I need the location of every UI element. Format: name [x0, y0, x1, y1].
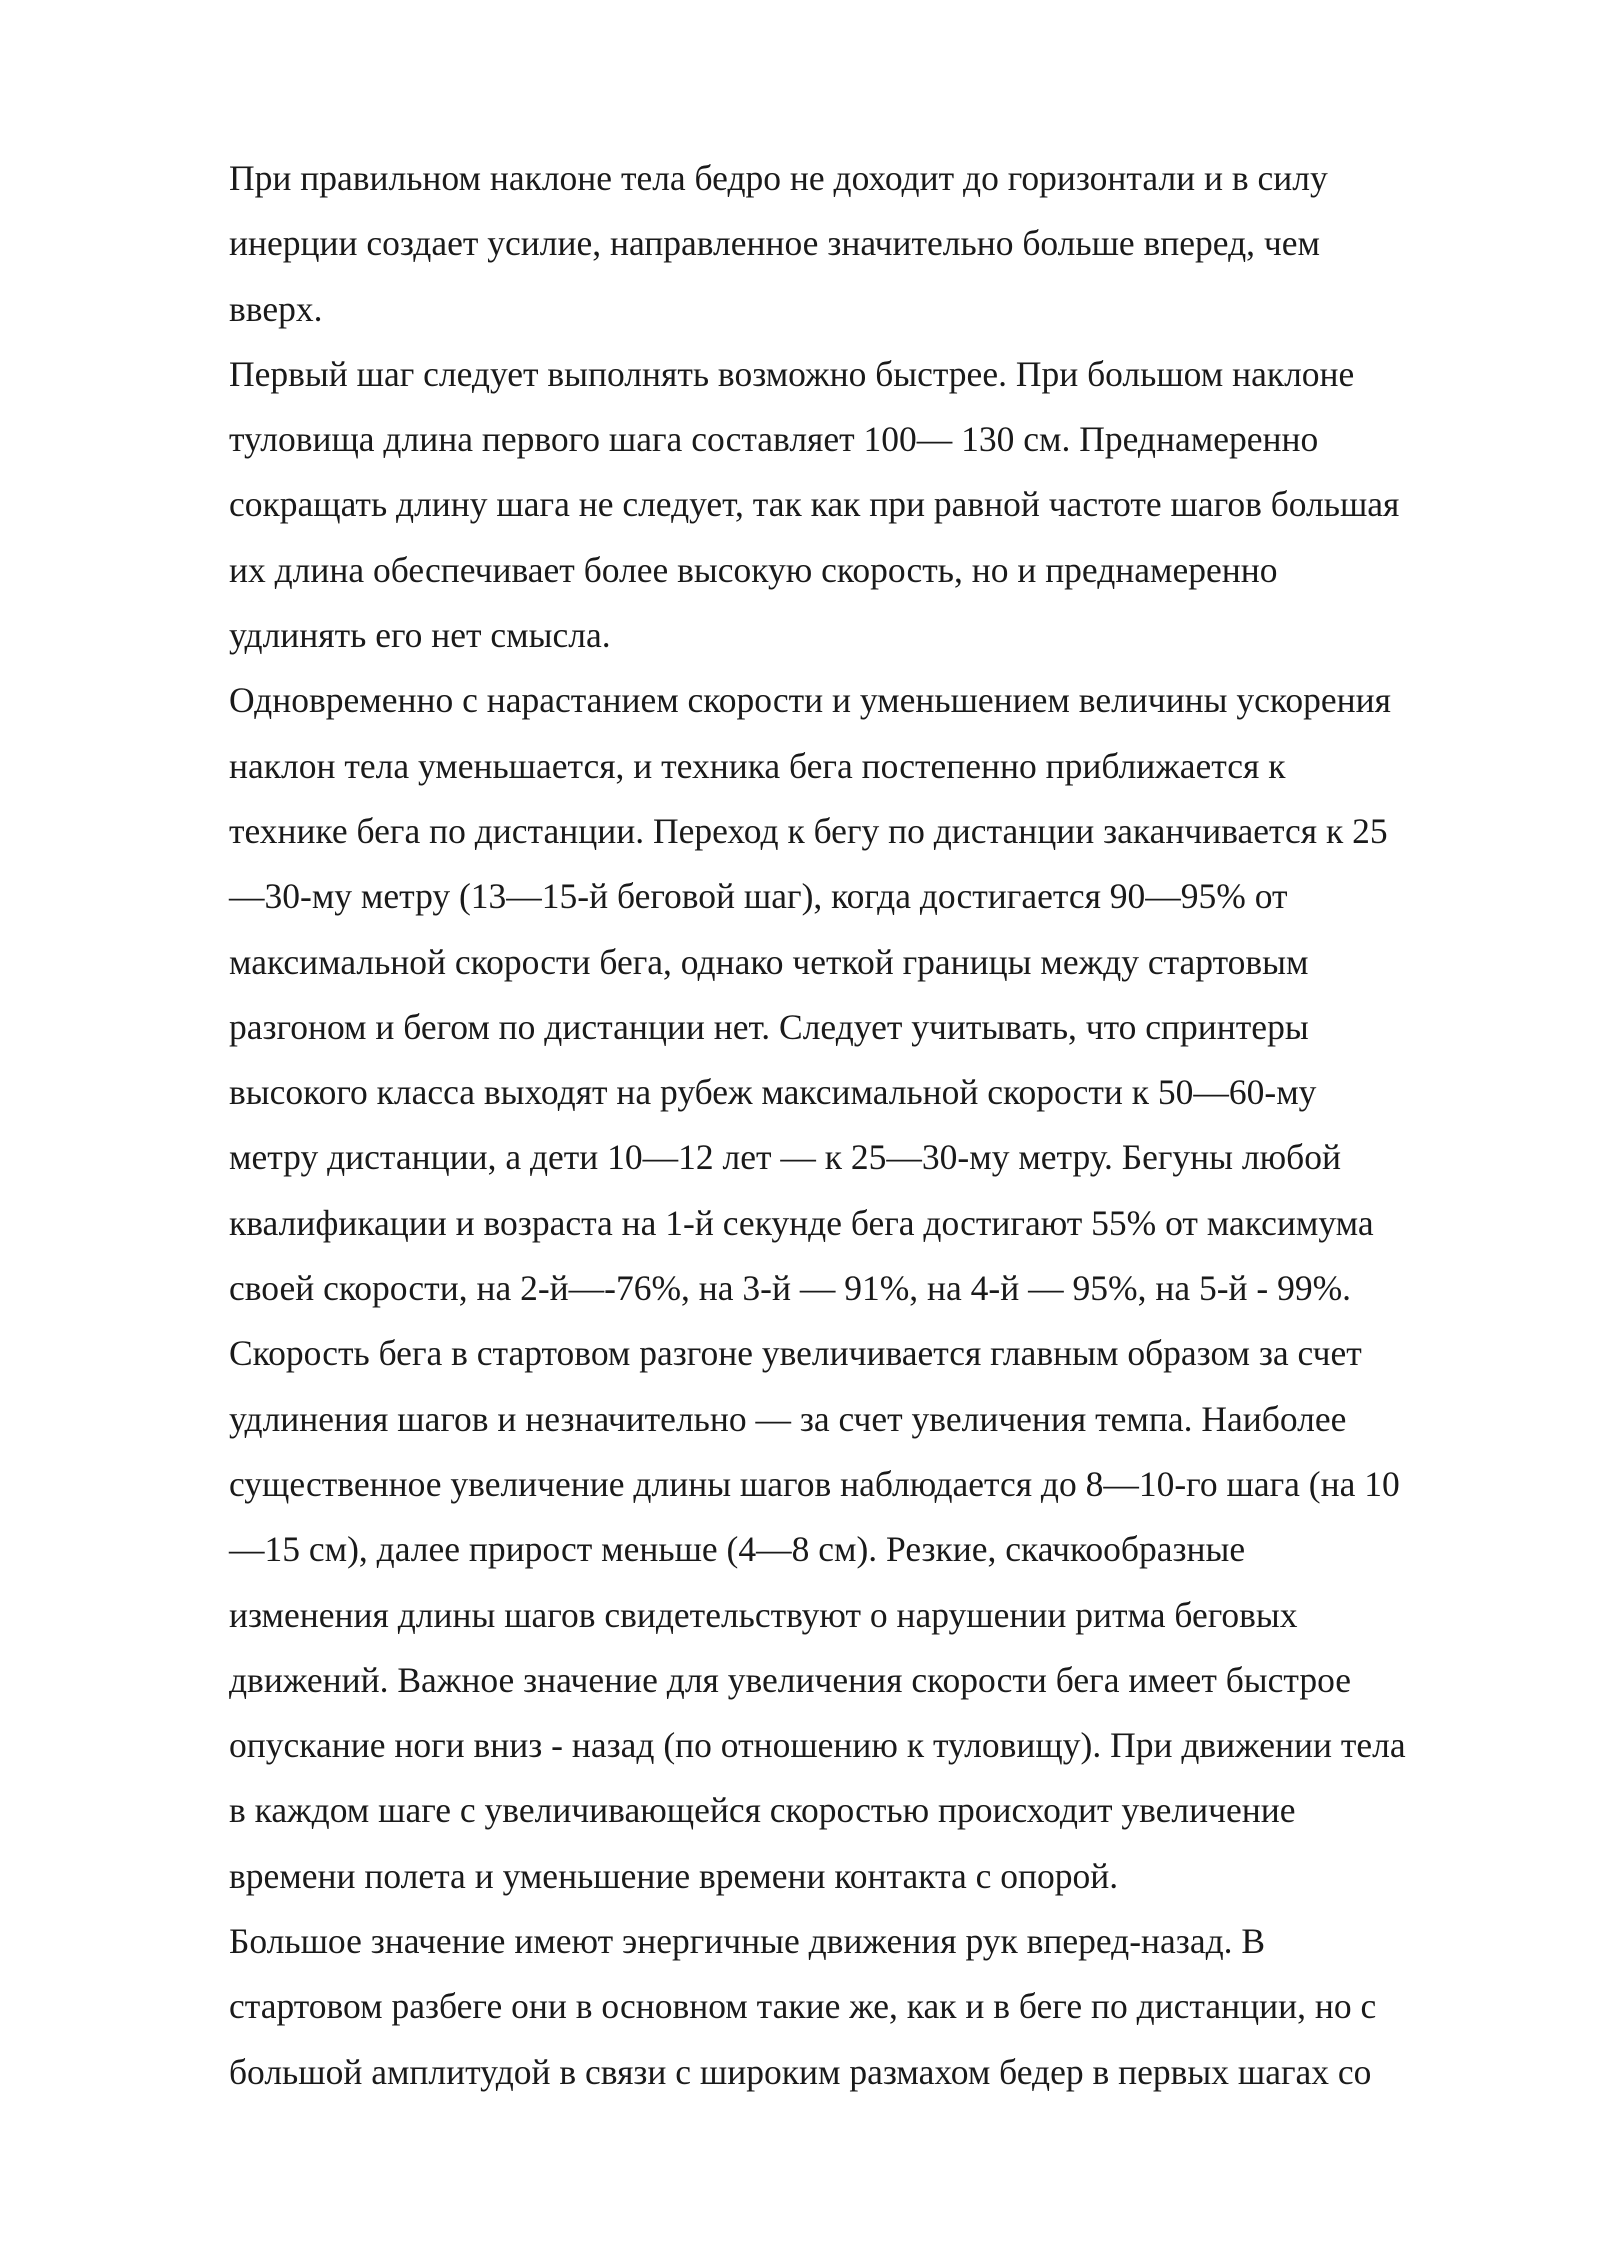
text-line: их длина обеспечивает более высокую скорость, но и преднамеренно	[229, 549, 1278, 590]
text-line: Большое значение имеют энергичные движения рук вперед-назад. В	[229, 1921, 1266, 1962]
text-line: сокращать длину шага не следует, так как при равной частоте шагов большая	[229, 484, 1400, 525]
text-line: вверх.	[229, 288, 323, 329]
paragraph-2	[229, 342, 1519, 668]
paragraph-4	[229, 1909, 1519, 2105]
text-line: разгоном и бегом по дистанции нет. Следует учитывать, что спринтеры	[229, 1006, 1309, 1047]
text-line: своей скорости, на 2-й—-76%, на 3-й — 91%, на 4-й — 95%, на 5-й - 99%.	[229, 1268, 1352, 1309]
text-line: Скорость бега в стартовом разгоне увеличивается главным образом за счет	[229, 1333, 1362, 1374]
text-line: квалификации и возраста на 1-й секунде бега достигают 55% от максимума	[229, 1202, 1374, 1243]
text-line: существенное увеличение длины шагов наблюдается до 8—10-го шага (на 10	[229, 1463, 1400, 1504]
text-line: времени полета и уменьшение времени контакта с опорой.	[229, 1855, 1119, 1896]
text-line: туловища длина первого шага составляет 100— 130 см. Преднамеренно	[229, 419, 1319, 460]
paragraph-1	[229, 146, 1519, 342]
text-line: При правильном наклоне тела бедро не доходит до горизонтали и в силу	[229, 158, 1328, 198]
text-line: стартовом разбеге они в основном такие же, как и в беге по дистанции, но с	[229, 1986, 1377, 2027]
text-line: —30-му метру (13—15-й беговой шаг), когда достигается 90—95% от	[229, 876, 1288, 917]
text-line: высокого класса выходят на рубеж максимальной скорости к 50—60-му	[229, 1072, 1317, 1113]
text-line: Одновременно с нарастанием скорости и уменьшением величины ускорения	[229, 680, 1391, 721]
text-line: изменения длины шагов свидетельствуют о нарушении ритма беговых	[229, 1594, 1298, 1635]
text-line: наклон тела уменьшается, и техника бега постепенно приближается к	[229, 745, 1286, 786]
document-body	[229, 146, 1519, 2105]
text-line: в каждом шаге с увеличивающейся скоростью происходит увеличение	[229, 1790, 1296, 1831]
text-line: удлинять его нет смысла.	[229, 615, 611, 656]
text-line: движений. Важное значение для увеличения скорости бега имеет быстрое	[229, 1659, 1352, 1700]
text-line: большой амплитудой в связи с широким размахом бедер в первых шагах со	[229, 2051, 1372, 2092]
paragraph-3	[229, 668, 1519, 1909]
text-line: удлинения шагов и незначительно — за счет увеличения темпа. Наиболее	[229, 1398, 1347, 1439]
text-line: максимальной скорости бега, однако четкой границы между стартовым	[229, 941, 1309, 982]
text-line: технике бега по дистанции. Переход к бегу по дистанции заканчивается к 25	[229, 810, 1388, 851]
text-line: —15 см), далее прирост меньше (4—8 см). Резкие, скачкообразные	[229, 1529, 1246, 1570]
text-line: опускание ноги вниз - назад (по отношению к туловищу). При движении тела	[229, 1725, 1406, 1766]
text-line: инерции создает усилие, направленное значительно больше вперед, чем	[229, 223, 1320, 264]
text-line: метру дистанции, а дети 10—12 лет — к 25—30-му метру. Бегуны любой	[229, 1137, 1341, 1178]
text-line: Первый шаг следует выполнять возможно быстрее. При большом наклоне	[229, 353, 1355, 394]
